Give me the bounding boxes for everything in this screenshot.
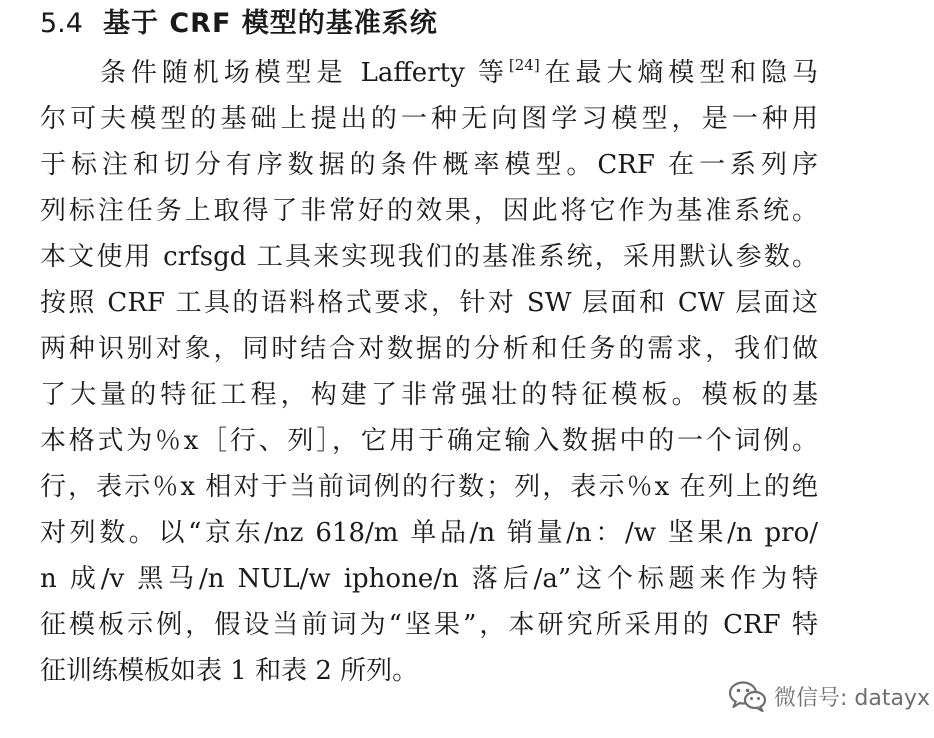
paragraph-line-13: 征模板示例，假设当前词为“坚果”，本研究所采用的 CRF 特 [40, 610, 818, 640]
paragraph-line-2: 尔可夫模型的基础上提出的一种无向图学习模型，是一种用 [40, 104, 818, 134]
watermark-text: 微信号: datayx [774, 685, 930, 711]
paragraph-line-14: 征训练模板如表 1 和表 2 所列。 [40, 656, 419, 686]
paragraph-line-6: 按照 CRF 工具的语料格式要求，针对 SW 层面和 CW 层面这 [40, 288, 818, 318]
wechat-watermark [728, 679, 930, 713]
citation-ref: [24] [508, 56, 540, 74]
paragraph-line-4: 列标注任务上取得了非常好的效果，因此将它作为基准系统。 [40, 196, 818, 226]
paragraph-line-3: 于标注和切分有序数据的条件概率模型。CRF 在一系列序 [40, 150, 818, 180]
paragraph-line-8: 了大量的特征工程，构建了非常强壮的特征模板。模板的基 [40, 380, 818, 410]
line-1-before-citation: 条件随机场模型是 Lafferty 等 [100, 58, 509, 88]
wechat-icon [728, 680, 768, 712]
section-heading [40, 4, 438, 44]
paragraph-line-11: 对列数。以“京东/nz 618/m 单品/n 销量/n：/w 坚果/n pro/ [40, 518, 818, 548]
paragraph-line-5: 本文使用 crfsgd 工具来实现我们的基准系统，采用默认参数。 [40, 242, 818, 272]
paragraph-line-1 [100, 50, 818, 96]
section-title: 基于 CRF 模型的基准系统 [102, 8, 438, 39]
paragraph-line-12: n 成/v 黑马/n NUL/w iphone/n 落后/a”这个标题来作为特 [40, 564, 818, 594]
paragraph-line-7: 两种识别对象，同时结合对数据的分析和任务的需求，我们做 [40, 334, 818, 364]
line-1-after-citation: 在最大熵模型和隐马 [539, 58, 818, 88]
paragraph-line-10: 行，表示％x 相对于当前词例的行数；列，表示％x 在列上的绝 [40, 472, 818, 502]
section-number: 5.4 [40, 8, 83, 39]
paragraph-line-9: 本格式为％x［行、列］，它用于确定输入数据中的一个词例。 [40, 426, 818, 456]
